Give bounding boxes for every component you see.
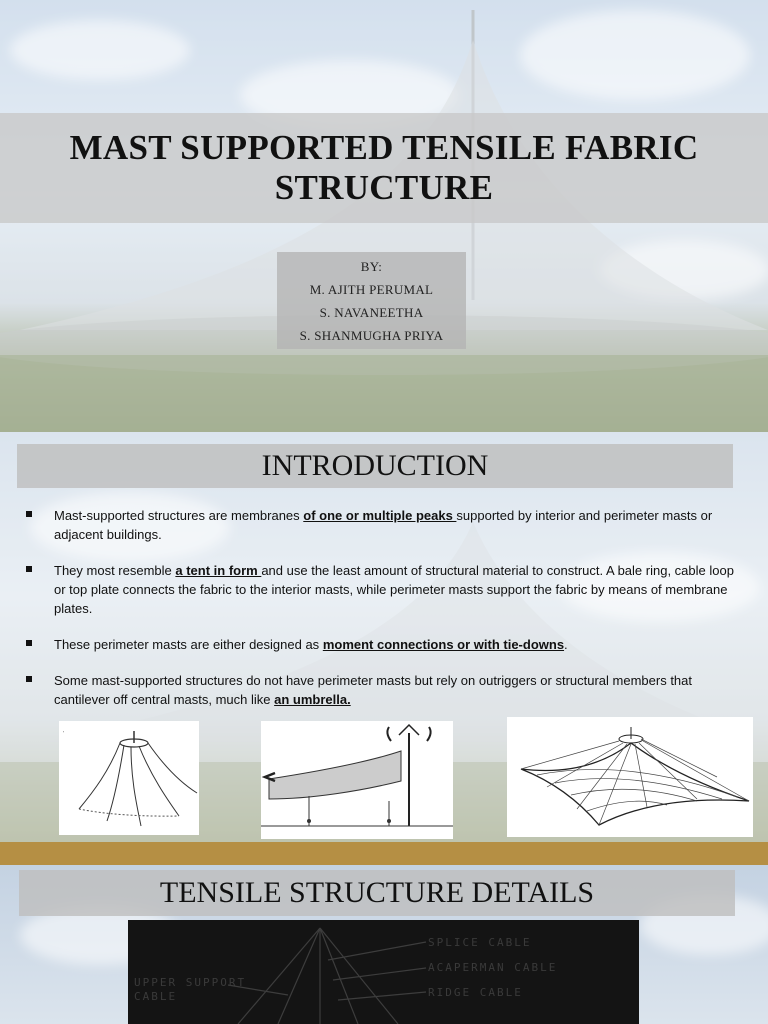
author-name: S. NAVANEETHA — [319, 304, 424, 320]
diagram-label: UPPER SUPPORT — [134, 976, 247, 989]
title-band — [0, 113, 768, 223]
svg-text:': ' — [63, 731, 65, 737]
bullet-square-icon — [26, 511, 32, 517]
cone-tent-sketch-image — [59, 721, 199, 835]
slide-title: MAST SUPPORTED TENSILE FABRIC STRUCTURE — [69, 128, 699, 207]
diagram-label: ACAPERMAN CABLE — [428, 961, 558, 974]
introduction-bullet-list — [26, 506, 746, 726]
bullet-item: Some mast-supported structures do not have perimeter masts but rely on outriggers or structural members that cantilever off central masts, much like an umbrella. — [26, 671, 746, 709]
diagram-label: RIDGE CABLE — [428, 986, 523, 999]
tensile-structure-diagram-image — [128, 920, 639, 1024]
section-heading: INTRODUCTION — [261, 449, 489, 482]
bullet-square-icon — [26, 640, 32, 646]
author-name: M. AJITH PERUMAL — [309, 281, 434, 297]
diagram-label: CABLE — [134, 990, 178, 1003]
bullet-item: They most resemble a tent in form and use the least amount of structural material to construct. A bale ring, cable loop or top plate connects the fabric to the interior masts, while perimeter masts support the fabric by means of membrane plates. — [26, 561, 746, 618]
mast-section-sketch-image — [261, 721, 453, 839]
authors-box — [277, 252, 466, 349]
introduction-heading-band — [17, 444, 733, 488]
diagram-label: SPLICE CABLE — [428, 936, 532, 949]
tensile-surface-wireframe-image — [507, 717, 753, 837]
bullet-square-icon — [26, 676, 32, 682]
by-label: BY: — [360, 258, 383, 274]
bullet-square-icon — [26, 566, 32, 572]
bullet-item: Mast-supported structures are membranes of one or multiple peaks supported by interior and perimeter masts or adjacent buildings. — [26, 506, 746, 544]
section-heading: TENSILE STRUCTURE DETAILS — [159, 876, 595, 909]
bullet-item: These perimeter masts are either designed as moment connections or with tie-downs. — [26, 635, 746, 654]
gold-divider-bar — [0, 842, 768, 865]
author-name: S. SHANMUGHA PRIYA — [299, 327, 444, 343]
details-heading-band — [19, 870, 735, 916]
